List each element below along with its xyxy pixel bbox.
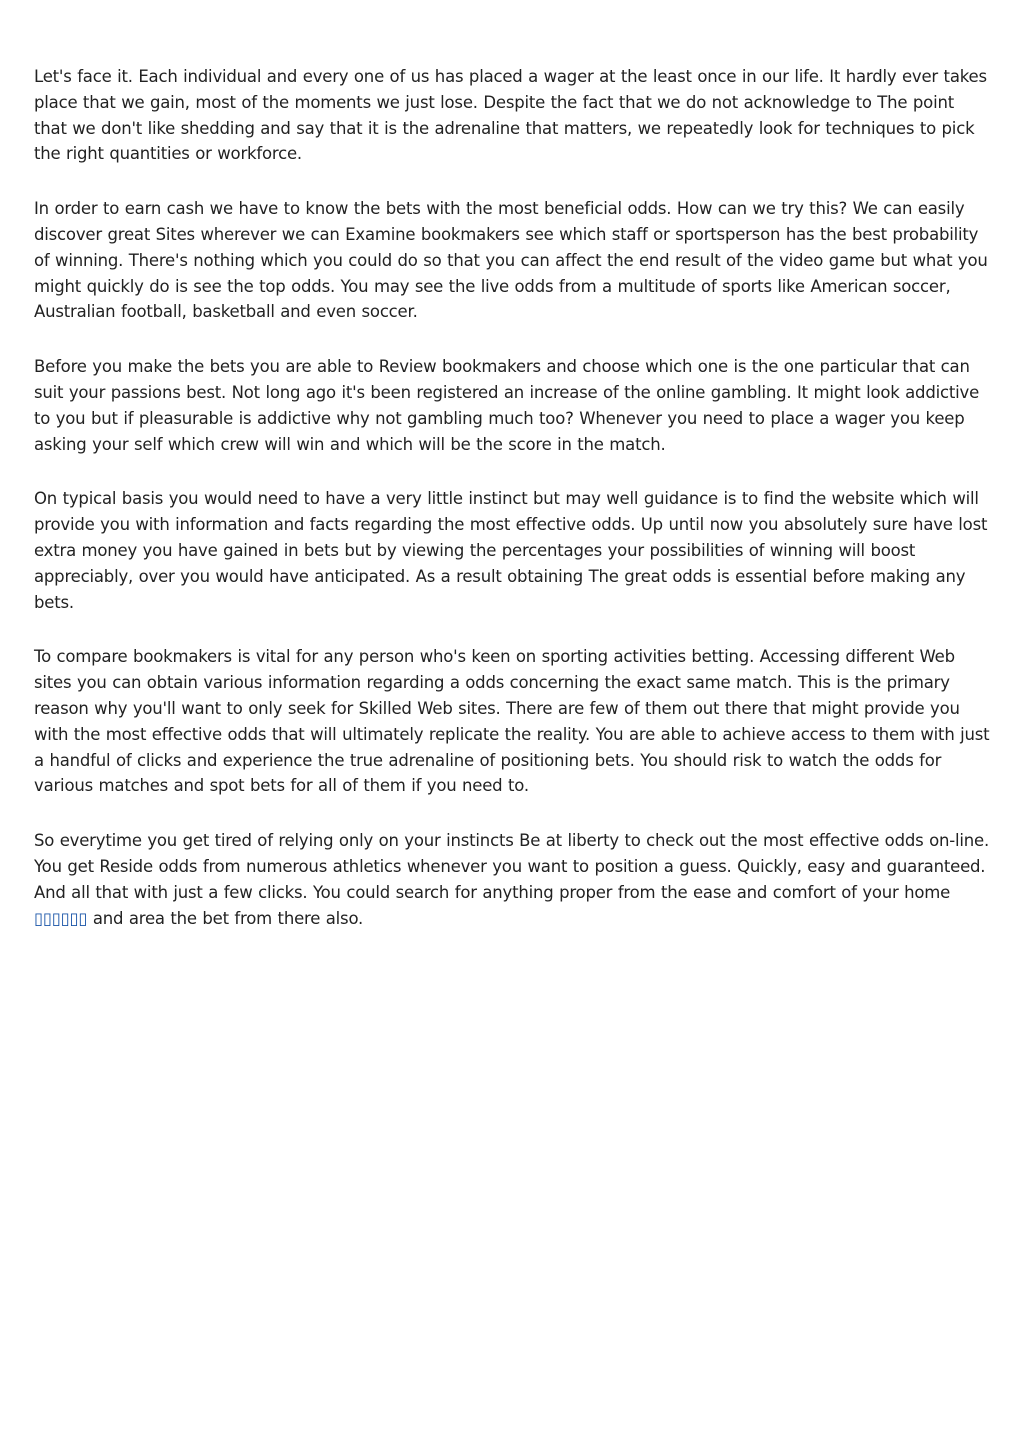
paragraph-3: Before you make the bets you are able to Review bookmakers and choose which one is the one particular that can suit your passions best. Not long ago it's been registered an increase of the online gambling. It might look addictive to you but if pleasurable is addictive why not gambling much too? Whenever you need to place a wager you keep asking your self which crew will win and which will be the score in the match.: [34, 357, 980, 454]
paragraph-5: To compare bookmakers is vital for any person who's keen on sporting activities betting. Accessing different Web sites you can obtain various information regarding a odds concerning the exact same match. This is the primary reason why you'll want to only seek for Skilled Web sites. There are few of them out there that might provide you with the most effective odds that will ultimately replicate the reality. You are able to achieve access to them with just a handful of clicks and experience the true adrenaline of positioning bets. You should risk to watch the odds for various matches and spot bets for all of them if you need to.: [34, 647, 990, 796]
paragraph-6-text-after-link: and area the bet from there also.: [87, 908, 364, 928]
inline-link[interactable]: ▯▯▯▯▯▯: [34, 908, 88, 928]
paragraph-1: Let's face it. Each individual and every one of us has placed a wager at the least once in our life. It hardly ever takes place that we gain, most of the moments we just lose. Despite the fact that we do not acknowledge to The point that we don't like shedding and say that it is the adrenaline that matters, we repeatedly look for techniques to pick the right quantities or workforce.: [34, 67, 987, 164]
paragraph-2: In order to earn cash we have to know the bets with the most beneficial odds. How can we try this? We can easily discover great Sites wherever we can Examine bookmakers see which staff or sportsperson has the best probability of winning. There's nothing which you could do so that you can affect the end result of the video game but what you might quickly do is see the top odds. You may see the live odds from a multitude of sports like American soccer, Australian football, basketball and even soccer.: [34, 199, 988, 322]
paragraph-6: [34, 828, 992, 931]
document-body: [34, 64, 992, 960]
paragraph-6-text-before-link: So everytime you get tired of relying only on your instincts Be at liberty to check out the most effective odds on-line. You get Reside odds from numerous athletics whenever you want to position a guess. Quickly, easy and guaranteed. And all that with just a few clicks. You could search for anything proper from the ease and comfort of your home: [34, 831, 989, 902]
paragraph-4: On typical basis you would need to have a very little instinct but may well guidance is to find the website which will provide you with information and facts regarding the most effective odds. Up until now you absolutely sure have lost extra money you have gained in bets but by viewing the percentages your possibilities of winning will boost appreciably, over you would have anticipated. As a result obtaining The great odds is essential before making any bets.: [34, 489, 988, 612]
